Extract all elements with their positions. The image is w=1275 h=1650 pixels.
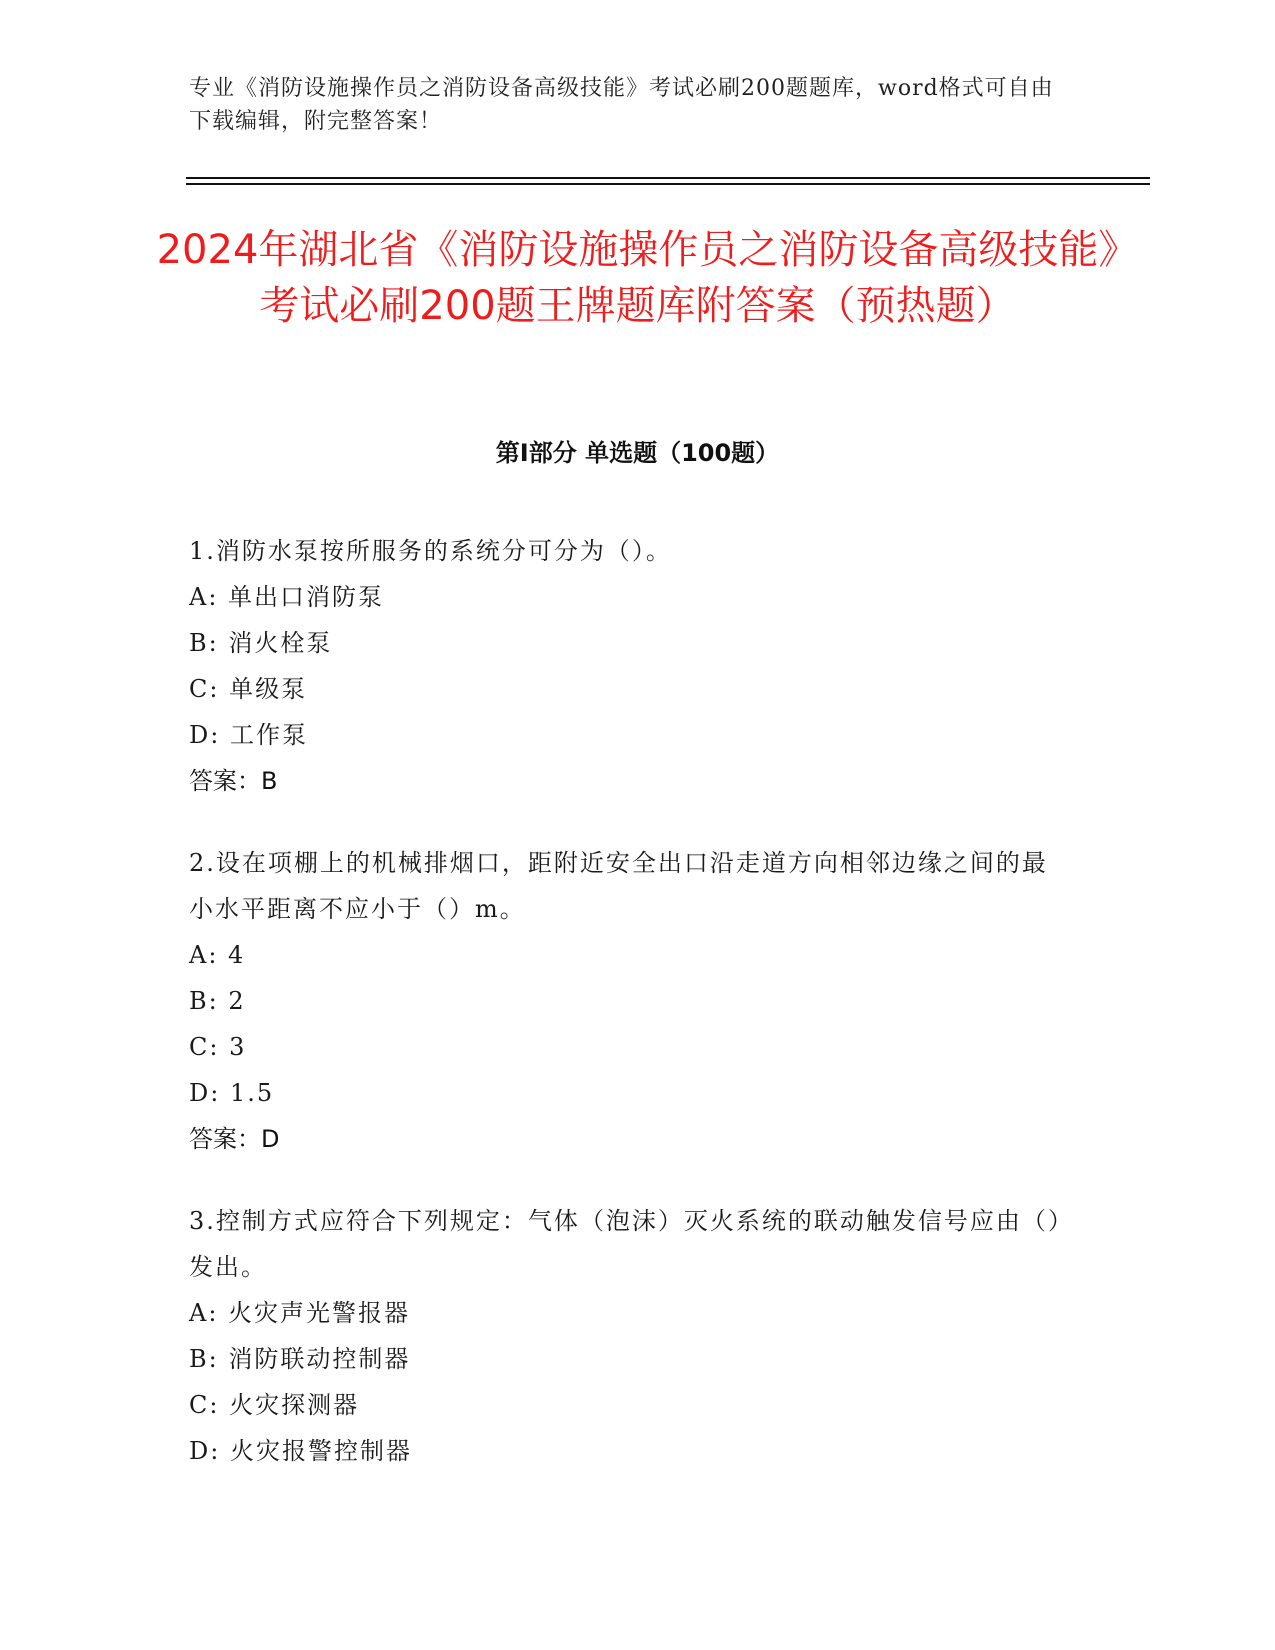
question-list	[189, 528, 1069, 1510]
option-d: D: 工作泵	[189, 721, 308, 749]
option-d: D: 1.5	[189, 1079, 275, 1107]
option-c: C: 火灾探测器	[189, 1391, 360, 1419]
option-a: A: 火灾声光警报器	[189, 1299, 411, 1327]
question-3	[189, 1198, 1069, 1474]
question-stem: 1.消防水泵按所服务的系统分可分为（）。	[189, 537, 672, 565]
question-stem: 2.设在项棚上的机械排烟口，距附近安全出口沿走道方向相邻边缘之间的最小水平距离不应小于（）m。	[189, 849, 1048, 923]
option-a: A: 单出口消防泵	[189, 583, 385, 611]
answer: 答案：D	[189, 1125, 280, 1153]
question-stem: 3.控制方式应符合下列规定：气体（泡沫）灭火系统的联动触发信号应由（）发出。	[189, 1207, 1062, 1281]
option-d: D: 火灾报警控制器	[189, 1437, 412, 1465]
question-2	[189, 840, 1069, 1162]
header-note: 专业《消防设施操作员之消防设备高级技能》考试必刷200题题库，word格式可自由下载编辑，附完整答案！	[189, 76, 1054, 134]
option-a: A: 4	[189, 941, 246, 969]
answer: 答案：B	[189, 767, 278, 795]
document-title: 2024年湖北省《消防设施操作员之消防设备高级技能》考试必刷200题王牌题库附答案（预热题）	[156, 227, 1119, 329]
option-b: B: 消火栓泵	[189, 629, 333, 657]
section-title: 第I部分 单选题（100题）	[495, 439, 780, 467]
header-rule-bottom	[186, 183, 1150, 185]
option-c: C: 3	[189, 1033, 247, 1061]
option-c: C: 单级泵	[189, 675, 308, 703]
option-b: B: 2	[189, 987, 246, 1015]
option-b: B: 消防联动控制器	[189, 1345, 411, 1373]
question-1	[189, 528, 1069, 804]
header-rule-top	[186, 177, 1150, 179]
